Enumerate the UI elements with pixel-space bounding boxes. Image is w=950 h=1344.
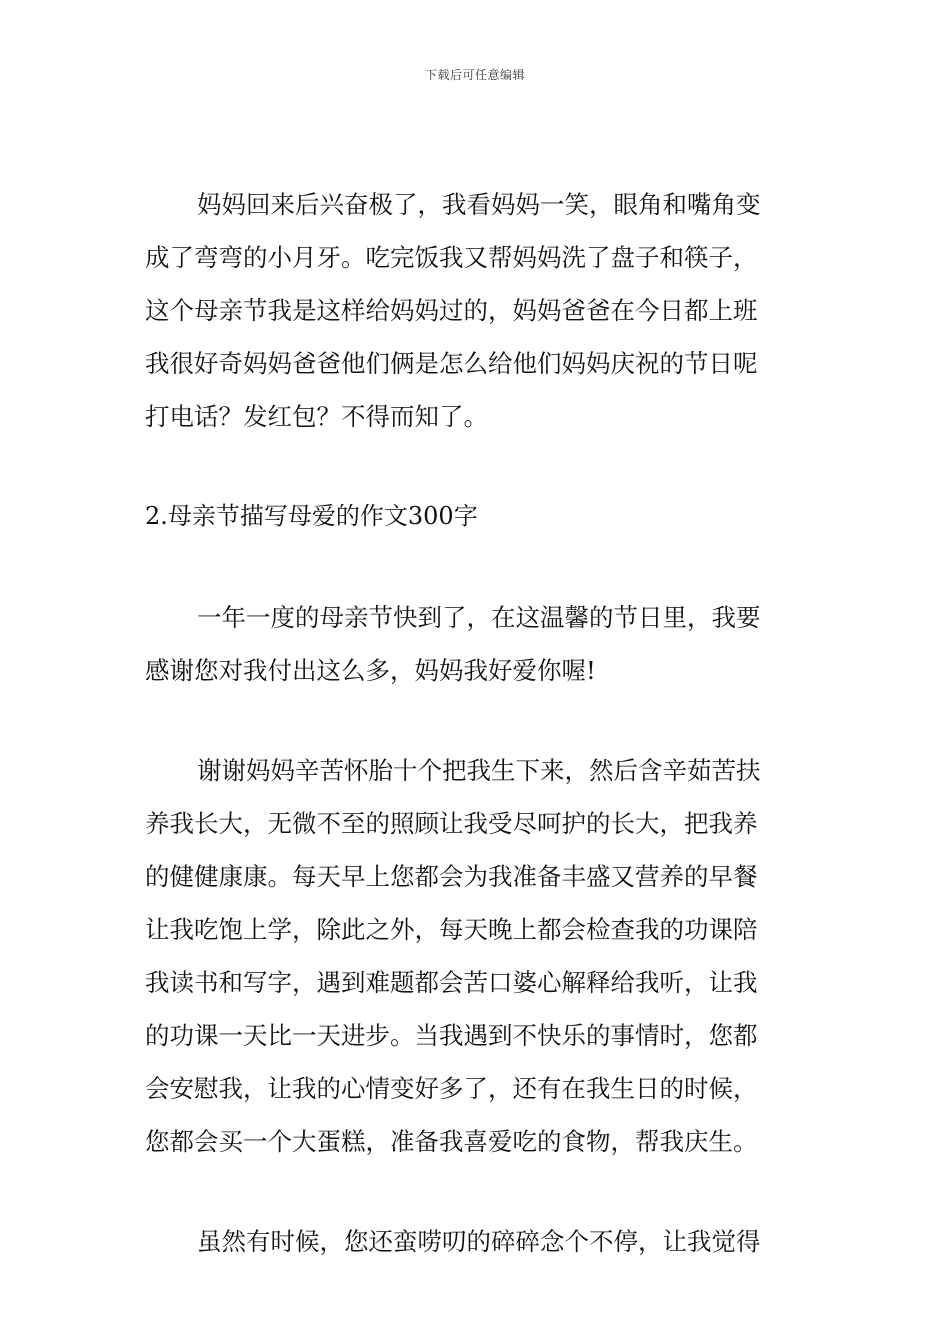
text-line: 虽然有时候，您还蛮唠叨的碎碎念个不停，让我觉得 (197, 1227, 761, 1256)
text-line: 谢谢妈妈辛苦怀胎十个把我生下来，然后含辛茹苦扶 (197, 756, 761, 785)
paragraph-2 (145, 591, 810, 697)
text-line: 我很好奇妈妈爸爸他们俩是怎么给他们妈妈庆祝的节日呢 (145, 349, 758, 378)
section-heading-text: 2.母亲节描写母爱的作文300字 (145, 502, 478, 530)
paragraph-1 (145, 178, 810, 443)
text-line: 感谢您对我付出这么多，妈妈我好爱你喔! (145, 656, 596, 685)
paragraph-3 (145, 744, 810, 1168)
text-line: 会安慰我，让我的心情变好多了，还有在我生日的时候， (145, 1074, 758, 1103)
text-line: 这个母亲节我是这样给妈妈过的，妈妈爸爸在今日都上班 (145, 296, 758, 325)
text-line: 的功课一天比一天进步。当我遇到不快乐的事情时，您都 (145, 1021, 758, 1050)
text-line: 我读书和写字，遇到难题都会苦口婆心解释给我听，让我 (145, 968, 758, 997)
text-line: 打电话？发红包？不得而知了。 (145, 402, 488, 431)
section-heading (145, 490, 810, 543)
text-line: 您都会买一个大蛋糕，准备我喜爱吃的食物，帮我庆生。 (145, 1127, 758, 1156)
document-body (145, 178, 810, 1268)
text-line: 一年一度的母亲节快到了，在这温馨的节日里，我要 (197, 603, 761, 632)
text-line: 养我长大，无微不至的照顾让我受尽呵护的长大，把我养 (145, 809, 758, 838)
paragraph-4 (145, 1215, 810, 1268)
text-line: 让我吃饱上学，除此之外，每天晚上都会检查我的功课陪 (145, 915, 758, 944)
text-line: 的健健康康。每天早上您都会为我准备丰盛又营养的早餐 (145, 862, 758, 891)
text-line: 妈妈回来后兴奋极了，我看妈妈一笑，眼角和嘴角变 (197, 190, 761, 219)
page-header-note: 下载后可任意编辑 (424, 68, 525, 82)
text-line: 成了弯弯的小月牙。吃完饭我又帮妈妈洗了盘子和筷子， (145, 243, 758, 272)
